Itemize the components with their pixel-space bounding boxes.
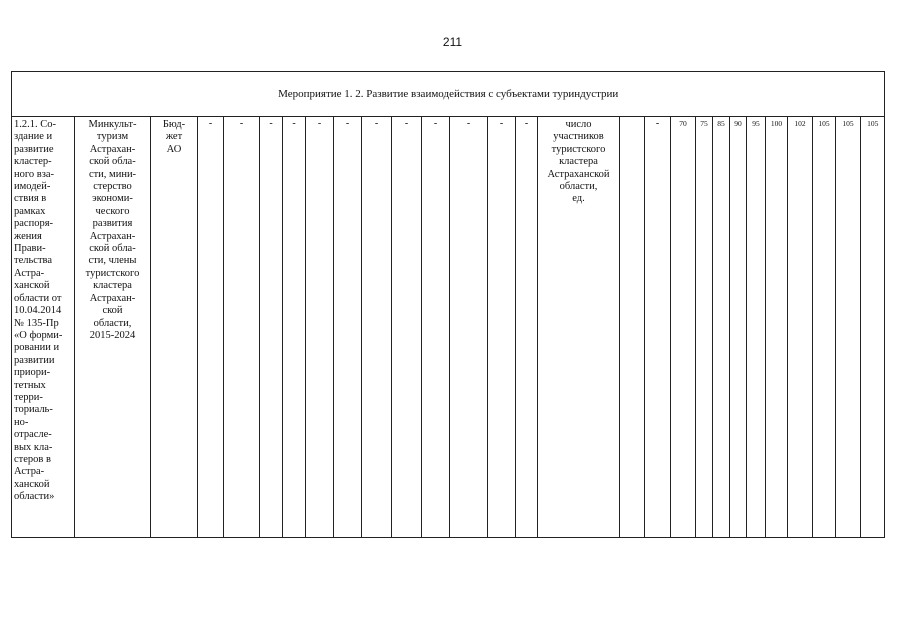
finance-cell (260, 117, 283, 538)
target-value-cell (747, 117, 766, 538)
finance-value: - (292, 118, 296, 129)
finance-value: - (433, 118, 438, 129)
finance-cell (488, 117, 516, 538)
target-value-cell (813, 117, 836, 538)
indicator-cell (538, 117, 620, 538)
finance-cell (422, 117, 450, 538)
finance-cell (450, 117, 488, 538)
base-value (620, 117, 644, 119)
page-number: 211 (442, 35, 463, 49)
target-value-cell (696, 117, 713, 538)
executor-text: Минкульт- туризм Астрахан- ской обла- сти, мини- стерство экономи- ческого развития Астрахан- ской обла- сти, члены туристского кластера Астрахан- ской области, 2015-2024 (85, 119, 140, 341)
finance-cell (306, 117, 334, 538)
activity-cell (12, 117, 75, 538)
table-row (12, 117, 885, 538)
target-value: 85 (717, 119, 725, 128)
finance-value: - (239, 118, 244, 129)
finance-value: - (345, 118, 350, 129)
executor-cell (75, 117, 151, 538)
target-value: 75 (700, 119, 708, 128)
target-value-cell (788, 117, 813, 538)
target-value: 105 (842, 119, 854, 128)
finance-value: - (499, 118, 504, 129)
section-header-row (12, 72, 885, 117)
target-value-cell (713, 117, 730, 538)
base-value-cell (620, 117, 645, 538)
activity-text: 1.2.1. Со- здание и развитие кластер- ного вза- имодей- ствия в рамках распоря- жения Прави- тельства Астра- ханской области от 10.04.2014 № 135-Пр «О форми- ровании и развитии приори- тетных терри- ториаль- но- отраслe- вых кла- стеров в Астра- ханской области» (14, 119, 63, 503)
target-value: 95 (752, 119, 760, 128)
finance-value: - (374, 118, 379, 129)
target-value-cell (836, 117, 861, 538)
target-value: 105 (818, 119, 830, 128)
program-table (11, 71, 885, 538)
finance-cell (392, 117, 422, 538)
target-value-cell (861, 117, 885, 538)
target-value: 100 (770, 119, 783, 128)
base-value: - (655, 118, 660, 129)
target-value-cell (671, 117, 696, 538)
section-header: Мероприятие 1. 2. Развитие взаимодействия с субъектами туриндустрии (12, 72, 885, 117)
finance-value: - (404, 118, 409, 129)
finance-value: - (208, 118, 213, 129)
target-value-cell (730, 117, 747, 538)
finance-cell (362, 117, 392, 538)
source-text: Бюд- жет АО (162, 119, 186, 155)
finance-value: - (524, 118, 529, 129)
finance-value: - (269, 118, 273, 129)
finance-cell (198, 117, 224, 538)
target-value: 90 (734, 119, 742, 128)
finance-cell (224, 117, 260, 538)
source-cell (151, 117, 198, 538)
target-value: 102 (794, 119, 806, 128)
finance-cell (283, 117, 306, 538)
target-value: 105 (867, 119, 879, 128)
target-value: 70 (679, 119, 687, 128)
finance-value: - (466, 118, 471, 129)
finance-value: - (317, 118, 322, 129)
indicator-text: число участников туристского кластера Астраханской области, ед. (547, 119, 610, 205)
target-value-cell (766, 117, 788, 538)
finance-cell (516, 117, 538, 538)
base-value-cell (645, 117, 671, 538)
finance-cell (334, 117, 362, 538)
